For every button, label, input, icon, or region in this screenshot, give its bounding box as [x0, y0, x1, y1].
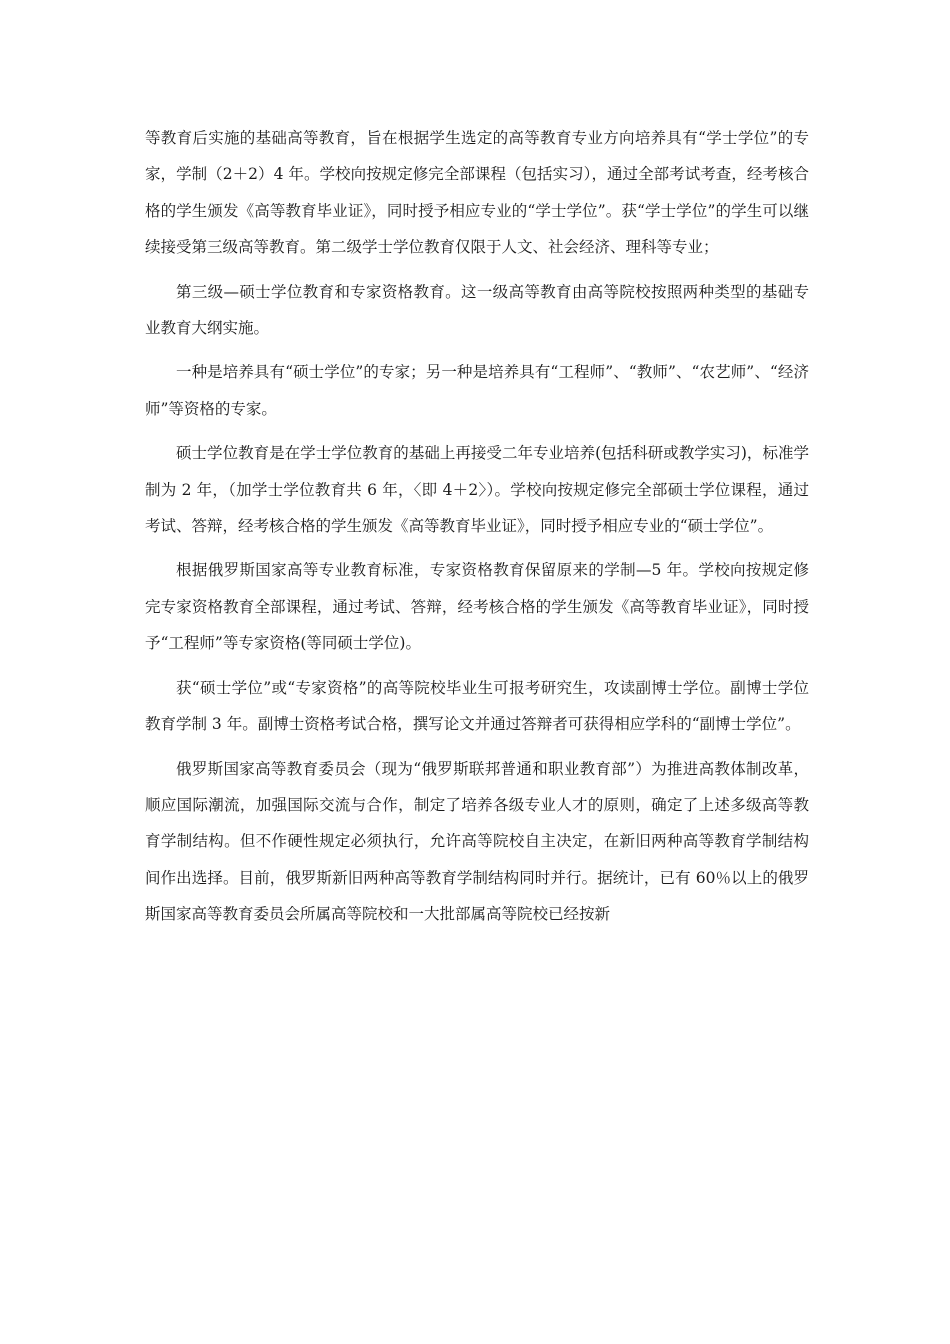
document-body: [145, 120, 809, 941]
paragraph-4: 硕士学位教育是在学士学位教育的基础上再接受二年专业培养(包括科研或教学实习)，标准学制为 2 年，（加学士学位教育共 6 年，〈即 4＋2〉）。学校向按规定修完全部硕士学位课程，通过考试、答辩，经考核合格的学生颁发《高等教育毕业证》，同时授予相应专业的“硕士学位”。: [145, 444, 809, 536]
paragraph-7: 俄罗斯国家高等教育委员会（现为“俄罗斯联邦普通和职业教育部”）为推进高教体制改革，顺应国际潮流，加强国际交流与合作，制定了培养各级专业人才的原则，确定了上述多级高等教育学制结构。但不作硬性规定必须执行，允许高等院校自主决定，在新旧两种高等教育学制结构间作出选择。目前，俄罗斯新旧两种高等教育学制结构同时并行。据统计，已有 60％以上的俄罗斯国家高等教育委员会所属高等院校和一大批部属高等院校已经按新: [145, 759, 809, 924]
paragraph-3: 一种是培养具有“硕士学位”的专家；另一种是培养具有“工程师”、“教师”、“农艺师”、“经济师”等资格的专家。: [145, 363, 809, 418]
paragraph-6: 获“硕士学位”或“专家资格”的高等院校毕业生可报考研究生，攻读副博士学位。副博士学位教育学制 3 年。副博士资格考试合格，撰写论文并通过答辩者可获得相应学科的“副博士学位”。: [145, 678, 809, 734]
paragraph-2: 第三级—硕士学位教育和专家资格教育。这一级高等教育由高等院校按照两种类型的基础专业教育大纲实施。: [145, 282, 809, 338]
paragraph-1: 等教育后实施的基础高等教育，旨在根据学生选定的高等教育专业方向培养具有“学士学位”的专家，学制（2＋2）4 年。学校向按规定修完全部课程（包括实习），通过全部考试考查，经考核合格的学生颁发《高等教育毕业证》，同时授予相应专业的“学士学位”。获“学士学位”的学生可以继续接受第三级高等教育。第二级学士学位教育仅限于人文、社会经济、理科等专业；: [145, 129, 809, 257]
paragraph-5: 根据俄罗斯国家高等专业教育标准，专家资格教育保留原来的学制—5 年。学校向按规定修完专家资格教育全部课程，通过考试、答辩，经考核合格的学生颁发《高等教育毕业证》，同时授予“工程师”等专家资格(等同硕士学位)。: [145, 561, 809, 653]
